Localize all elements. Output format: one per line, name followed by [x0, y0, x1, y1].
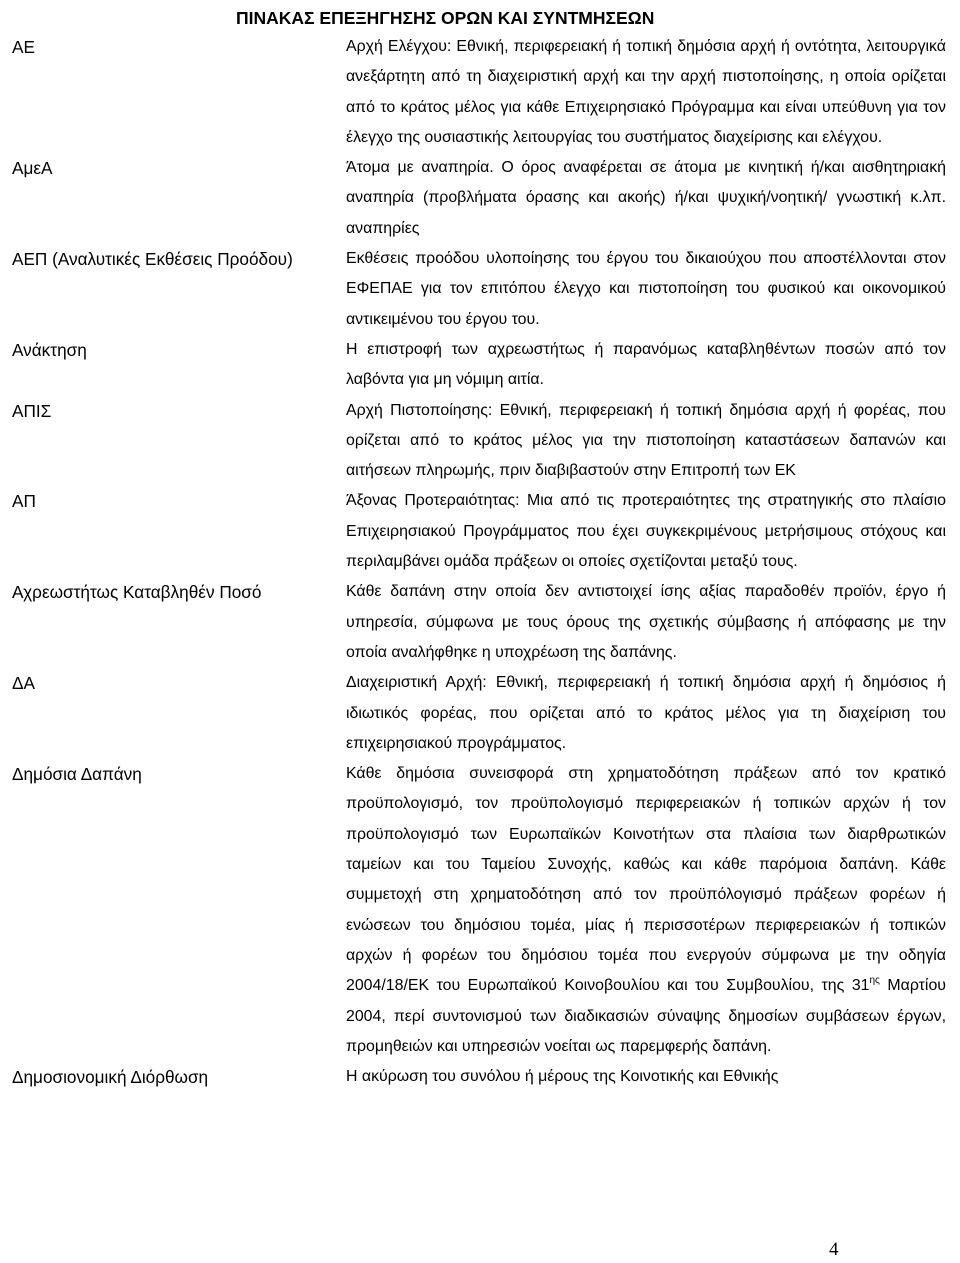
- glossary-definition: Αρχή Πιστοποίησης: Εθνική, περιφερειακή ή τοπική δημόσια αρχή ή φορέας, που ορίζεται από το κράτος μέλος για την πιστοποίηση καταστάσεων δαπανών και αιτήσεων πληρωμής, πριν διαβιβαστούν στην Επιτροπή των ΕΚ: [346, 401, 946, 480]
- glossary-term: ΑΕΠ (Αναλυτικές Εκθέσεις Προόδου): [12, 249, 293, 270]
- glossary-row: [0, 577, 960, 668]
- glossary-definition: Εκθέσεις προόδου υλοποίησης του έργου του δικαιούχου που αποστέλλονται στον ΕΦΕΠΑΕ για τον επιτόπου έλεγχο και πιστοποίηση του φυσικού και οικονομικού αντικειμένου του έργου του.: [346, 250, 946, 328]
- glossary-term: ΑΕ: [12, 37, 35, 57]
- definition-text: Κάθε δημόσια συνεισφορά στη χρηματοδότηση πράξεων από τον κρατικό προϋπολογισμό, τον προϋπολογισμό περιφερειακών ή τοπικών αρχών ή τον προϋπολογισμό των Ευρωπαϊκών Κοινοτήτων στα πλαίσια των διαρθρωτικών ταμείων και του Ταμείου Συνοχής, καθώς και κάθε παρόμοια δαπάνη. Κάθε συμμετοχή στη χρηματοδότηση από τον προϋπόλογισμό πράξεων φορέων ή ενώσεων του δημόσιου τομέα, μίας ή περισσοτέρων περιφερειακών ή τοπικών αρχών ή φορέων του δημόσιου τομέα που ενεργούν σύμφωνα με την οδηγία 2004/18/ΕΚ του Ευρωπαϊκού Κοινοβουλίου και του Συμβουλίου, της 31: [346, 765, 946, 995]
- glossary-row: [0, 668, 960, 759]
- glossary-term: ΑΠ: [12, 491, 36, 512]
- glossary-term: ΑΠΙΣ: [12, 400, 52, 421]
- glossary-definition: Αρχή Ελέγχου: Εθνική, περιφερειακή ή τοπική δημόσια αρχή ή οντότητα, λειτουργικά ανεξάρτητη από τη διαχειριστική αρχή και την αρχή πιστοποίησης, η οποία ορίζεται από το κράτος μέλος για κάθε Επιχειρησιακό Πρόγραμμα και είναι υπεύθυνη για τον έλεγχο της ουσιαστικής λειτουργίας του συστήματος διαχείρισης και ελέγχου.: [346, 38, 946, 146]
- glossary-term: ΑμεΑ: [12, 158, 53, 179]
- glossary-definition: Η ακύρωση του συνόλου ή μέρους της Κοινοτικής και Εθνικής: [346, 1068, 779, 1086]
- glossary-row: [0, 153, 960, 244]
- glossary-term: ΔΑ: [12, 673, 35, 694]
- glossary-row: [0, 32, 960, 153]
- glossary-definition: Κάθε δαπάνη στην οποία δεν αντιστοιχεί ίσης αξίας παραδοθέν προϊόν, έργο ή υπηρεσία, σύμφωνα με τους όρους της σχετικής σύμβασης ή απόφασης με την οποία αναλήφθηκε η υποχρέωση της δαπάνης.: [346, 583, 946, 661]
- glossary-table: [0, 32, 960, 1092]
- page-number: 4: [829, 1239, 839, 1260]
- glossary-term: Αχρεωστήτως Καταβληθέν Ποσό: [12, 582, 262, 603]
- glossary-row: [0, 486, 960, 577]
- glossary-row: [0, 1062, 960, 1092]
- ordinal-superscript: ης: [869, 975, 880, 987]
- glossary-definition: Η επιστροφή των αχρεωστήτως ή παρανόμως καταβληθέντων ποσών από τον λαβόντα για μη νόμιμη αιτία.: [346, 340, 946, 389]
- glossary-term: Ανάκτηση: [12, 339, 87, 360]
- glossary-term: Δημοσιονομική Διόρθωση: [12, 1067, 209, 1088]
- glossary-row: [0, 759, 960, 1062]
- glossary-term: Δημόσια Δαπάνη: [12, 764, 142, 785]
- definition-text-tail: Μαρτίου 2004, περί συντονισμού των διαδικασιών σύναψης δημοσίων συμβάσεων έργων, προμηθειών και υπηρεσιών νοείται ως παρεμφερής δαπάνη.: [346, 977, 946, 1055]
- page-title: ΠΙΝΑΚΑΣ ΕΠΕΞΗΓΗΣΗΣ ΟΡΩΝ ΚΑΙ ΣΥΝΤΜΗΣΕΩΝ: [236, 8, 655, 28]
- glossary-definition: Διαχειριστική Αρχή: Εθνική, περιφερειακή ή τοπική δημόσια αρχή ή δημόσιος ή ιδιωτικός φορέας, που ορίζεται από το κράτος μέλος για τη διαχείριση του επιχειρησιακού προγράμματος.: [346, 674, 946, 752]
- glossary-definition: [346, 759, 960, 1062]
- glossary-definition: Άξονας Προτεραιότητας: Μια από τις προτεραιότητες της στρατηγικής στο πλαίσιο Επιχειρησιακού Προγράμματος που έχει συγκεκριμένους μετρήσιμους στόχους και περιλαμβάνει ομάδα πράξεων οι οποίες σχετίζονται μεταξύ τους.: [346, 492, 946, 571]
- glossary-definition: Άτομα με αναπηρία. Ο όρος αναφέρεται σε άτομα με κινητική ή/και αισθητηριακή αναπηρία (προβλήματα όρασης και ακοής) ή/και ψυχική/νοητική/ γνωστική κ.λπ. αναπηρίες: [346, 159, 946, 237]
- glossary-row: [0, 335, 960, 396]
- glossary-row: [0, 396, 960, 487]
- glossary-row: [0, 244, 960, 335]
